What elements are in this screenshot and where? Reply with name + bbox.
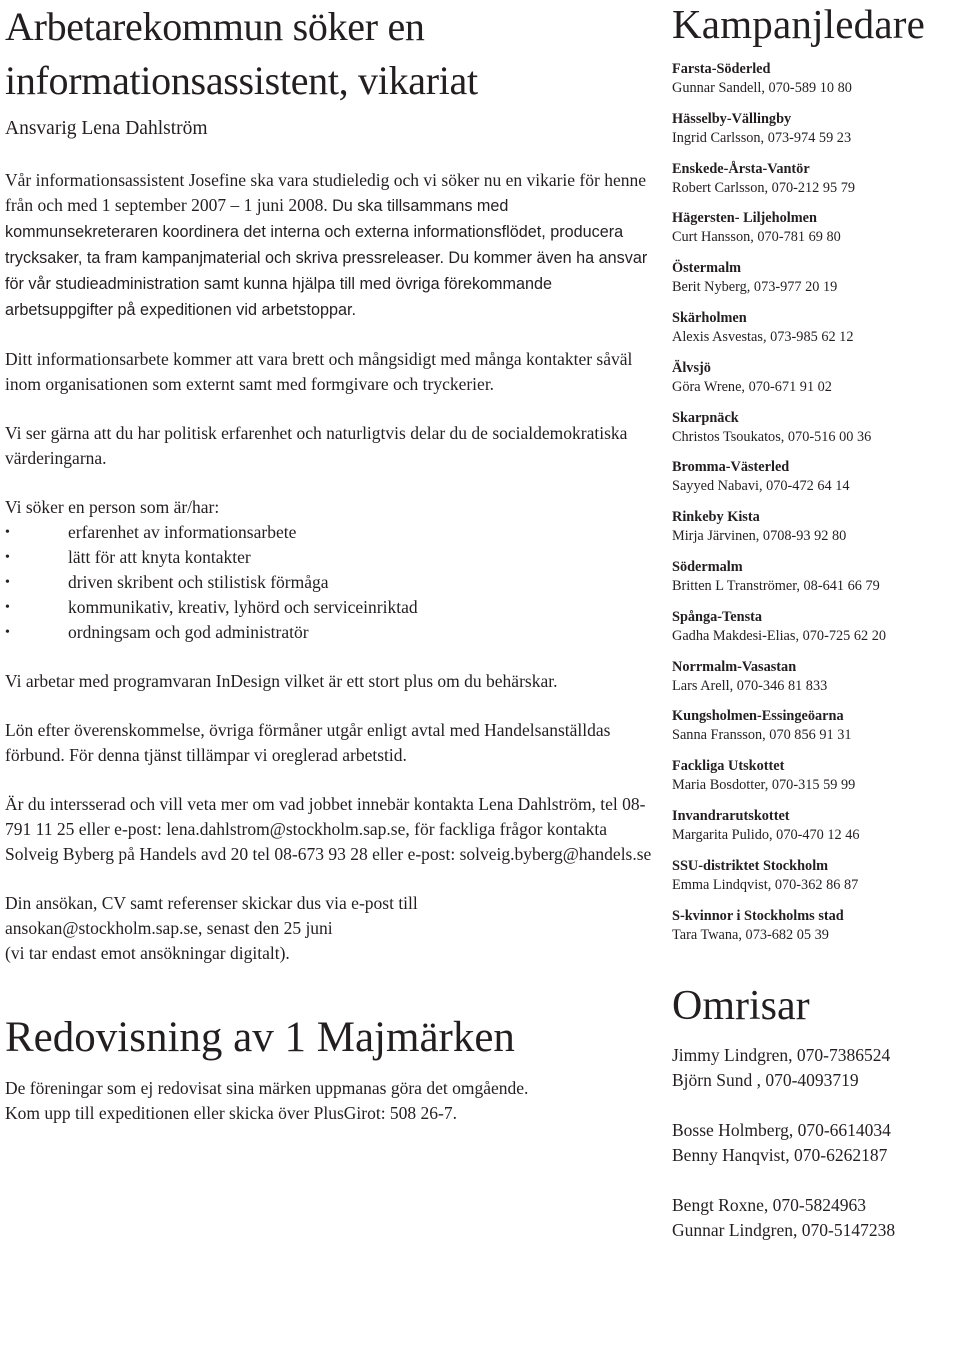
contact-area: Spånga-Tensta — [672, 608, 763, 625]
kampanjledare-list — [672, 60, 960, 945]
contact-area: Södermalm — [672, 558, 743, 575]
list-item-text: driven skribent och stilistisk förmåga — [68, 572, 329, 592]
list-item — [5, 570, 655, 595]
contact-entry — [672, 707, 960, 745]
ad-title-line2: informationsassistent, vikariat — [5, 58, 478, 103]
contact-area: Bromma-Västerled — [672, 459, 790, 476]
ad-paragraph-intro — [5, 168, 655, 323]
contact-area: Skarpnäck — [672, 409, 739, 426]
ad-paragraph-work: Ditt informationsarbete kommer att vara brett och mångsidigt med många kontakter såväl inom organisationen som externt samt med formgivare och tryckerier. — [5, 349, 633, 394]
omrisar-title: Omrisar — [672, 982, 810, 1029]
ad-paragraph-values: Vi ser gärna att du har politisk erfarenhet och naturligtvis delar du de socialdemokratiska värderingarna. — [5, 423, 628, 468]
omrisar-entry: Björn Sund , 070-4093719 — [672, 1069, 859, 1090]
contact-person: Christos Tsoukatos, 070-516 00 36 — [672, 428, 872, 445]
ad-requirements-list — [5, 520, 655, 645]
contact-person: Alexis Asvestas, 073-985 62 12 — [672, 328, 854, 345]
contact-person: Gunnar Sandell, 070-589 10 80 — [672, 80, 852, 96]
list-item — [5, 620, 655, 645]
contact-area: Skärholmen — [672, 309, 747, 326]
contact-entry — [672, 658, 960, 696]
job-ad-column — [5, 0, 655, 1126]
contact-entry — [672, 907, 960, 945]
ad-paragraph-intro-tasks: Du ska tillsammans med kommunsekreteraren koordinera det interna och externa informationsflödet, producera trycksaker, ta fram kampanjmaterial och skriva pressreleaser. — [5, 197, 624, 267]
redovisning-line: Kom upp till expeditionen eller skicka över PlusGirot: 508 26-7. — [5, 1103, 458, 1123]
omrisar-entry: Jimmy Lindgren, 070-7386524 — [672, 1044, 891, 1065]
list-item-text: lätt för att knyta kontakter — [68, 547, 251, 567]
bullet: • — [5, 575, 10, 590]
contact-person: Sayyed Nabavi, 070-472 64 14 — [672, 478, 850, 495]
contact-entry — [672, 359, 960, 397]
contact-person: Göra Wrene, 070-671 91 02 — [672, 378, 832, 395]
omrisar-group — [672, 1043, 960, 1093]
contact-person: Mirja Järvinen, 0708-93 92 80 — [672, 528, 847, 545]
contact-area: Hägersten- Liljeholmen — [672, 210, 817, 227]
contact-entry — [672, 757, 960, 795]
contact-area: Östermalm — [672, 260, 742, 277]
contact-entry — [672, 160, 960, 198]
contact-area: Enskede-Årsta-Vantör — [672, 160, 810, 177]
kampanjledare-title: Kampanjledare — [672, 1, 926, 47]
apply-line: (vi tar endast emot ansökningar digitalt). — [5, 943, 290, 963]
ad-paragraph-contact: Är du intersserad och vill veta mer om vad jobbet innebär kontakta Lena Dahlström, tel 08-791 11 25 eller e-post: lena.dahlstrom@stockholm.sap.se, för fackliga frågor kontakta Solveig Byberg på Handels avd 20 tel 08-673 93 28 eller e-post: solveig.byberg@handels.se — [5, 794, 652, 864]
contact-person: Lars Arell, 070-346 81 833 — [672, 677, 828, 694]
omrisar-group — [672, 1118, 960, 1168]
ad-paragraph-salary: Lön efter överenskommelse, övriga förmåner utgår enligt avtal med Handelsanställdas förbund. För denna tjänst tillämpar vi oreglerad arbetstid. — [5, 720, 611, 765]
contact-person: Berit Nyberg, 073-977 20 19 — [672, 279, 838, 296]
contact-entry — [672, 608, 960, 646]
ad-paragraph-intro-admin: Du kommer även ha ansvar för vår studieadministration samt kunna hjälpa till med övriga förekommande arbetsuppgifter på expeditionen vid arbetstoppar. — [5, 249, 648, 319]
redovisning-title: Redovisning av 1 Majmärken — [5, 1014, 515, 1061]
contact-person: Curt Hansson, 070-781 69 80 — [672, 229, 841, 246]
list-item-text: ordningsam och god administratör — [68, 622, 309, 642]
list-item — [5, 595, 655, 620]
ad-title-line1: Arbetarekommun söker en — [5, 4, 425, 49]
ad-paragraph-software: Vi arbetar med programvaran InDesign vilket är ett stort plus om du behärskar. — [5, 671, 558, 691]
contact-area: Norrmalm-Vasastan — [672, 658, 797, 675]
contact-person: Gadha Makdesi-Elias, 070-725 62 20 — [672, 627, 887, 644]
contact-person: Emma Lindqvist, 070-362 86 87 — [672, 876, 859, 893]
contact-entry — [672, 857, 960, 895]
contact-entry — [672, 60, 960, 98]
contact-entry — [672, 309, 960, 347]
contact-entry — [672, 807, 960, 845]
contact-entry — [672, 259, 960, 297]
contact-area: Hässelby-Vällingby — [672, 110, 792, 127]
omrisar-entry: Gunnar Lindgren, 070-5147238 — [672, 1219, 896, 1240]
contact-entry — [672, 458, 960, 496]
apply-line: ansokan@stockholm.sap.se, senast den 25 juni — [5, 918, 333, 938]
contacts-column — [672, 0, 960, 1243]
contact-person: Sanna Fransson, 070 856 91 31 — [672, 727, 852, 744]
list-item-text: erfarenhet av informationsarbete — [68, 522, 297, 542]
contact-entry — [672, 508, 960, 546]
ad-paragraph-apply — [5, 891, 655, 966]
list-item — [5, 545, 655, 570]
contact-area: Invandrarutskottet — [672, 807, 790, 824]
contact-entry — [672, 558, 960, 596]
bullet: • — [5, 600, 10, 615]
omrisar-group — [672, 1193, 960, 1243]
contact-entry — [672, 409, 960, 447]
contact-area: Farsta-Söderled — [672, 61, 771, 77]
omrisar-entry: Benny Hanqvist, 070-6262187 — [672, 1144, 888, 1165]
contact-area: Rinkeby Kista — [672, 509, 760, 526]
contact-area: S-kvinnor i Stockholms stad — [672, 907, 844, 924]
redovisning-line: De föreningar som ej redovisat sina märken uppmanas göra det omgående. — [5, 1078, 529, 1098]
contact-person: Margarita Pulido, 070-470 12 46 — [672, 826, 860, 843]
ad-byline: Ansvarig Lena Dahlström — [5, 118, 208, 139]
bullet: • — [5, 625, 10, 640]
contact-area: Fackliga Utskottet — [672, 758, 785, 775]
contact-person: Maria Bosdotter, 070-315 59 99 — [672, 777, 856, 794]
contact-area: Kungsholmen-Essingeöarna — [672, 708, 844, 725]
contact-person: Britten L Tranströmer, 08-641 66 79 — [672, 577, 880, 594]
contact-person: Tara Twana, 073-682 05 39 — [672, 926, 829, 943]
list-item-text: kommunikativ, kreativ, lyhörd och serviceinriktad — [68, 597, 418, 617]
omrisar-entry: Bengt Roxne, 070-5824963 — [672, 1194, 866, 1215]
omrisar-entry: Bosse Holmberg, 070-6614034 — [672, 1119, 891, 1140]
ad-title — [5, 0, 655, 108]
contact-area: SSU-distriktet Stockholm — [672, 857, 829, 874]
ad-list-intro: Vi söker en person som är/har: — [5, 497, 220, 517]
contact-person: Robert Carlsson, 070-212 95 79 — [672, 179, 856, 196]
contact-entry — [672, 110, 960, 148]
ad-paragraph-intro-serif: Vår informationsassistent Josefine ska vara studieledig och vi söker nu en vikarie för henne från och med 1 september 2007 – 1 juni 2008. — [5, 170, 646, 215]
list-item — [5, 520, 655, 545]
bullet: • — [5, 550, 10, 565]
redovisning-text — [5, 1076, 655, 1126]
contact-area: Älvsjö — [672, 359, 711, 376]
apply-line: Din ansökan, CV samt referenser skickar dus via e-post till — [5, 893, 418, 913]
contact-person: Ingrid Carlsson, 073-974 59 23 — [672, 129, 852, 146]
bullet: • — [5, 525, 10, 540]
contact-entry — [672, 209, 960, 247]
